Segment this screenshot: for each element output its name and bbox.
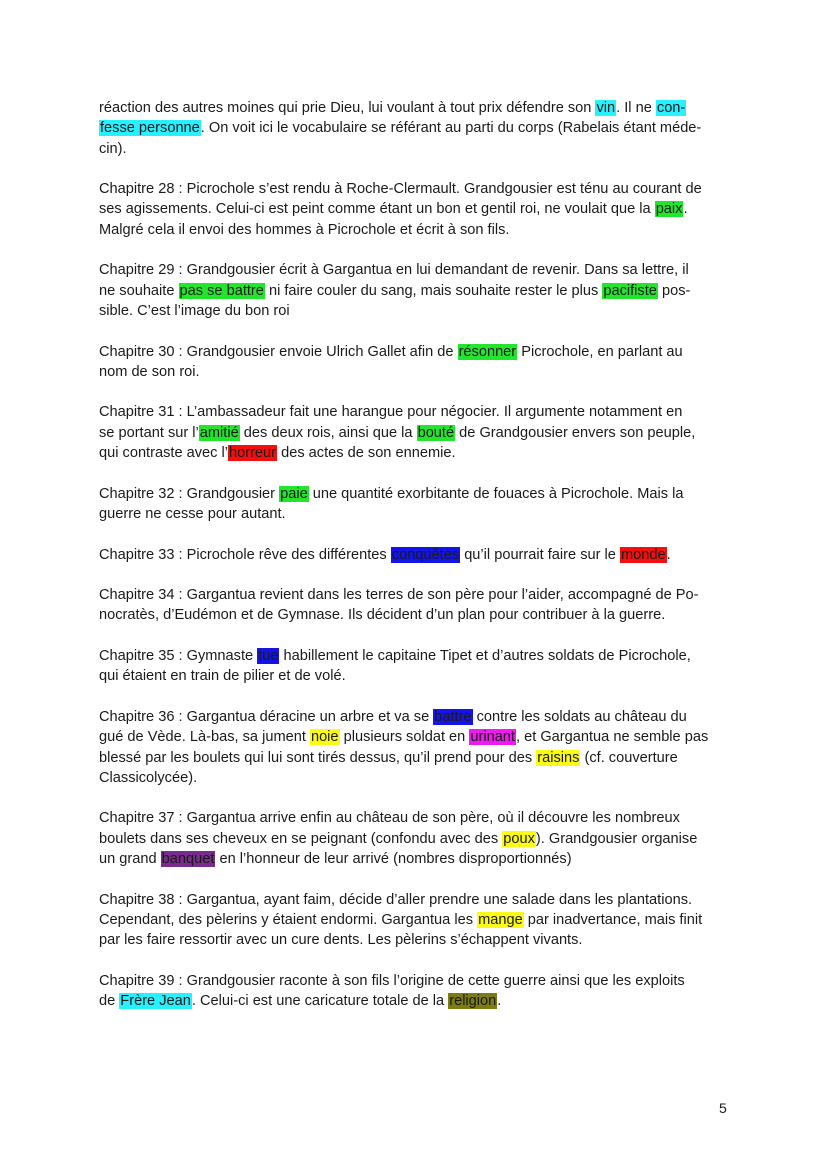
text-run: par inadvertance, mais finit — [523, 911, 703, 928]
paragraph — [99, 646, 731, 687]
text-run: Chapitre 28 : Picrochole s’est rendu à Roche-Clermault. Grandgousier est ténu au courant de — [99, 181, 702, 198]
highlighted-word-green: amitié — [199, 424, 239, 441]
text-run: Chapitre 34 : Gargantua revient dans les terres de son père pour l’aider, accompagné de Po- — [99, 587, 699, 604]
text-run: . — [666, 546, 671, 563]
paragraph — [99, 179, 731, 240]
text-run: Chapitre 37 : Gargantua arrive enfin au château de son père, où il découvre les nombreux — [99, 810, 680, 827]
text-run: ni faire couler du sang, mais souhaite rester le plus — [264, 282, 603, 299]
highlighted-word-olive: religion — [449, 993, 497, 1010]
text-run: qu’il pourrait faire sur le — [460, 546, 620, 563]
highlighted-word-magenta: urinant — [470, 729, 515, 746]
text-run: Picrochole, en parlant au — [517, 343, 683, 360]
page-number: 5 — [719, 1100, 727, 1116]
text-run: cin). — [99, 140, 127, 157]
highlighted-word-red: horreur — [228, 445, 277, 462]
highlighted-word-cyan: con- — [656, 100, 686, 116]
highlighted-word-blue: tue — [258, 648, 279, 665]
text-run: guerre ne cesse pour autant. — [99, 505, 286, 522]
highlighted-word-yellow: noie — [310, 729, 339, 746]
text-run: habillement le capitaine Tipet et d’autres soldats de Picrochole, — [279, 648, 691, 665]
highlighted-word-cyan: vin — [596, 100, 616, 116]
text-run: plusieurs soldat en — [339, 729, 470, 746]
paragraph — [99, 707, 731, 788]
text-run: qui étaient en train de pilier et de volé. — [99, 668, 346, 685]
paragraph — [99, 585, 731, 626]
highlighted-word-green: pacifiste — [603, 282, 657, 299]
text-run: nom de son roi. — [99, 363, 200, 380]
highlighted-word-blue: conquêtes — [391, 546, 460, 563]
text-run: Cependant, des pèlerins y étaient endormi. Gargantua les — [99, 911, 478, 928]
document-body — [99, 98, 731, 1032]
text-run: des deux rois, ainsi que la — [239, 424, 417, 441]
text-run: gué de Vède. Là-bas, sa jument — [99, 729, 310, 746]
paragraph — [99, 971, 731, 1012]
text-run: ). Grandgousier organise — [535, 830, 698, 847]
text-run: par les faire ressortir avec un cure dents. Les pèlerins s’échappent vivants. — [99, 932, 583, 949]
highlighted-word-green: pas se battre — [179, 282, 264, 299]
text-run: réaction des autres moines qui prie Dieu, lui voulant à tout prix défendre son — [99, 100, 596, 116]
text-run: Chapitre 32 : Grandgousier — [99, 485, 280, 502]
text-run: contre les soldats au château du — [472, 708, 687, 725]
paragraph — [99, 98, 731, 159]
text-run: . — [497, 993, 502, 1010]
text-run: . — [683, 201, 688, 218]
text-run: des actes de son ennemie. — [277, 445, 456, 462]
paragraph — [99, 808, 731, 869]
highlighted-word-yellow: mange — [478, 911, 523, 928]
text-run: une quantité exorbitante de fouaces à Picrochole. Mais la — [308, 485, 684, 502]
text-run: sible. C’est l’image du bon roi — [99, 302, 290, 319]
paragraph — [99, 342, 731, 383]
text-run: Malgré cela il envoi des hommes à Picrochole et écrit à son fils. — [99, 221, 510, 238]
highlighted-word-purple: banquet — [161, 850, 215, 867]
text-run: pos- — [657, 282, 691, 299]
text-run: en l’honneur de leur arrivé (nombres disproportionnés) — [215, 850, 572, 867]
highlighted-word-green: résonner — [458, 343, 517, 360]
paragraph — [99, 890, 731, 951]
text-run: Chapitre 29 : Grandgousier écrit à Gargantua en lui demandant de revenir. Dans sa lettre, il — [99, 262, 689, 279]
text-run: . Il ne — [616, 100, 656, 116]
text-run: . Celui-ci est une caricature totale de la — [191, 993, 449, 1010]
highlighted-word-green: paie — [280, 485, 308, 502]
text-run: blessé par les boulets qui lui sont tirés dessus, qu’il prend pour des — [99, 749, 537, 766]
text-run: un grand — [99, 850, 161, 867]
highlighted-word-blue: battre — [434, 708, 472, 725]
text-run: de — [99, 993, 120, 1010]
highlighted-word-yellow: raisins — [537, 749, 580, 766]
text-run: qui contraste avec l’ — [99, 445, 228, 462]
highlighted-word-green: bouté — [417, 424, 455, 441]
highlighted-word-red: monde — [620, 546, 666, 563]
text-run: Chapitre 33 : Picrochole rêve des différentes — [99, 546, 391, 563]
text-run: Chapitre 38 : Gargantua, ayant faim, décide d’aller prendre une salade dans les plantations. — [99, 891, 693, 908]
text-run: . On voit ici le vocabulaire se référant au parti du corps (Rabelais étant méde- — [200, 120, 702, 137]
text-run: Chapitre 35 : Gymnaste — [99, 648, 258, 665]
paragraph — [99, 260, 731, 321]
text-run: ses agissements. Celui-ci est peint comme étant un bon et gentil roi, ne voulait que la — [99, 201, 655, 218]
paragraph — [99, 545, 731, 565]
text-run: (cf. couverture — [580, 749, 678, 766]
text-run: boulets dans ses cheveux en se peignant (confondu avec des — [99, 830, 503, 847]
text-run: Chapitre 36 : Gargantua déracine un arbre et va se — [99, 708, 434, 725]
text-run: Chapitre 31 : L’ambassadeur fait une harangue pour négocier. Il argumente notamment en — [99, 404, 683, 421]
text-run: Chapitre 30 : Grandgousier envoie Ulrich Gallet afin de — [99, 343, 458, 360]
highlighted-word-cyan: Frère Jean — [120, 993, 191, 1010]
text-run: de Grandgousier envers son peuple, — [455, 424, 696, 441]
paragraph — [99, 402, 731, 463]
text-run: Classicolycée). — [99, 769, 198, 786]
text-run: se portant sur l’ — [99, 424, 199, 441]
text-run: ne souhaite — [99, 282, 179, 299]
highlighted-word-yellow: poux — [503, 830, 535, 847]
text-run: Chapitre 39 : Grandgousier raconte à son fils l’origine de cette guerre ainsi que les exploits — [99, 972, 685, 989]
text-run: , et Gargantua ne semble pas — [515, 729, 709, 746]
text-run: nocratès, d’Eudémon et de Gymnase. Ils décident d’un plan pour contribuer à la guerre. — [99, 607, 666, 624]
paragraph — [99, 484, 731, 525]
highlighted-word-cyan: fesse personne — [100, 120, 200, 137]
highlighted-word-green: paix — [655, 201, 683, 218]
